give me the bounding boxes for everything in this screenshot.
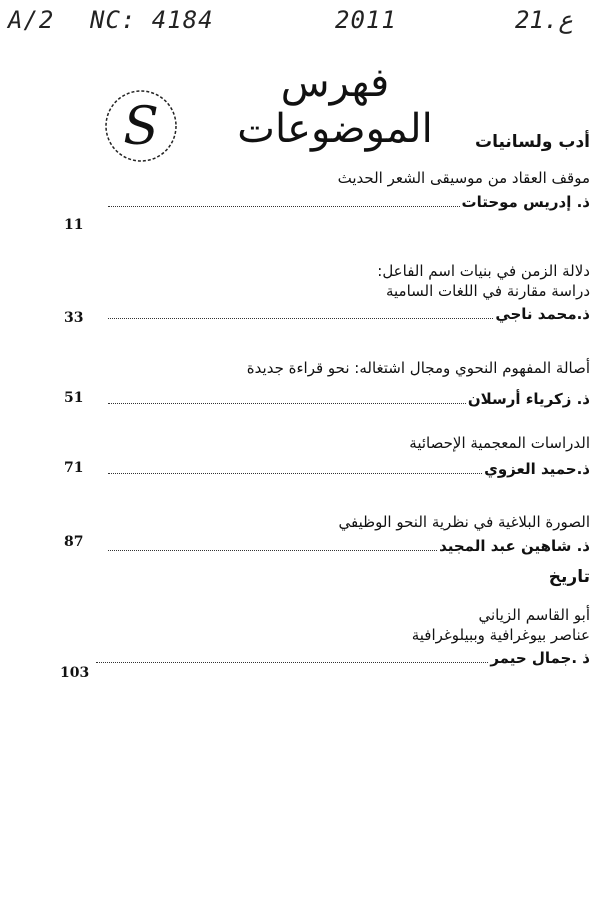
article-title xyxy=(40,261,590,301)
article-title-line: دراسة مقارنة في اللغات السامية xyxy=(385,282,590,300)
article-title-line: موقف العقاد من موسيقى الشعر الحديث xyxy=(337,169,590,187)
page-number: 51 xyxy=(64,390,84,406)
article-title xyxy=(40,512,590,532)
dot-leader xyxy=(108,403,466,404)
section-heading-history: تاريخ xyxy=(548,567,590,587)
article-author xyxy=(108,305,590,323)
section-heading-literature: أدب ولسانيات xyxy=(475,132,590,152)
dot-leader xyxy=(108,318,493,319)
article-author xyxy=(108,390,590,408)
author-name: ذ .جمال حيمر xyxy=(490,649,590,667)
journal-logo-icon xyxy=(103,88,179,164)
page-title: فهرس الموضوعات xyxy=(237,60,433,152)
handwritten-issue: 21.ع xyxy=(515,6,573,34)
author-name: ذ. إدريس موحتات xyxy=(461,193,590,211)
article-title xyxy=(40,358,590,378)
author-name: ذ. شاهين عبد المجيد xyxy=(439,537,590,555)
handwritten-year: 2011 xyxy=(335,6,397,34)
article-title-line: الصورة البلاغية في نظرية النحو الوظيفي xyxy=(338,513,590,531)
dot-leader xyxy=(96,662,488,663)
handwritten-shelfmark: A/2 xyxy=(8,6,55,34)
author-name: ذ. زكرياء أرسلان xyxy=(467,390,590,408)
author-name: ذ.حميد العزوي xyxy=(484,460,590,478)
dot-leader xyxy=(108,473,482,474)
article-author xyxy=(108,193,590,211)
article-title-line: الدراسات المعجمية الإحصائية xyxy=(409,434,590,452)
article-author xyxy=(96,649,590,667)
article-title-line: دلالة الزمن في بنيات اسم الفاعل: xyxy=(377,262,590,280)
article-title-line: أبو القاسم الزياني xyxy=(478,606,590,624)
article-author xyxy=(108,537,590,555)
dot-leader xyxy=(108,550,437,551)
dot-leader xyxy=(108,206,460,207)
page-number: 11 xyxy=(64,217,84,233)
page-number: 103 xyxy=(60,665,90,681)
logo-letter: S xyxy=(123,97,159,157)
article-title-line: أصالة المفهوم النحوي ومجال اشتغاله: نحو قراءة جديدة xyxy=(246,359,590,377)
page-number: 71 xyxy=(64,460,84,476)
page-number: 87 xyxy=(64,534,84,550)
author-name: ذ.محمد ناجي xyxy=(495,305,590,323)
article-title xyxy=(40,605,590,645)
article-author xyxy=(108,460,590,478)
article-title-line: عناصر بيوغرافية وببيلوغرافية xyxy=(411,626,590,644)
handwritten-call-number: NC: 4184 xyxy=(90,6,214,34)
article-title xyxy=(40,433,590,453)
page-number: 33 xyxy=(64,310,84,326)
article-title xyxy=(40,168,590,188)
